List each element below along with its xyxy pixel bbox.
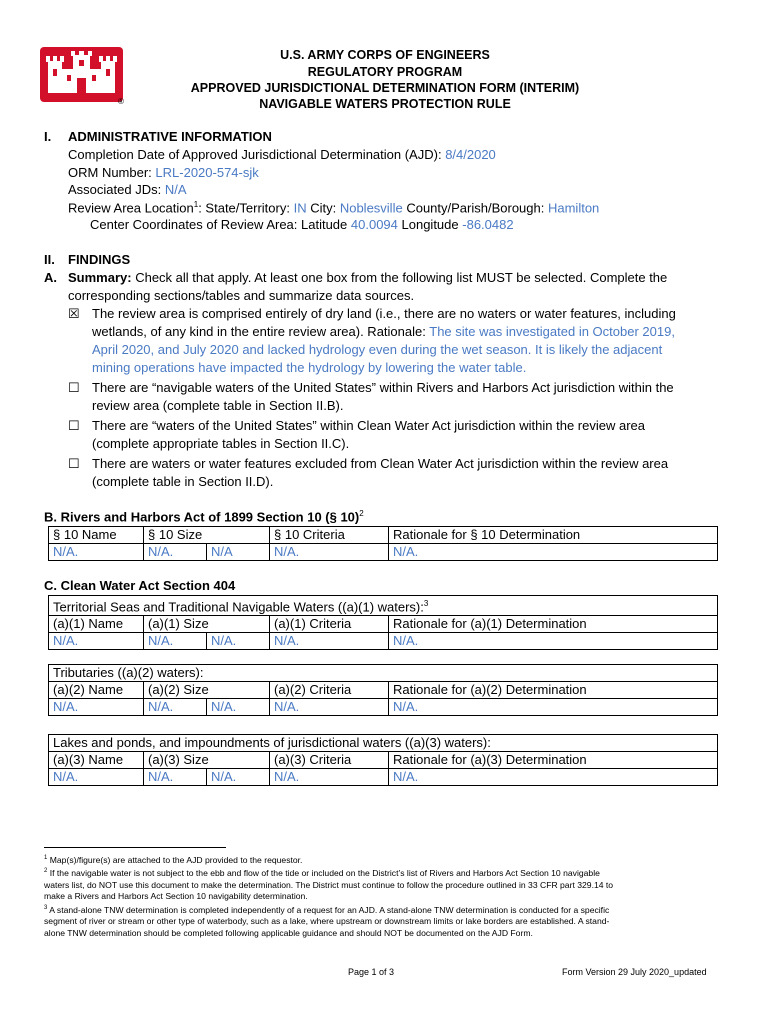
orm-number-value[interactable]: LRL-2020-574-sjk — [155, 165, 259, 180]
section-b-title — [44, 509, 364, 524]
table-header-cell: (a)(3) Name — [49, 752, 144, 769]
table-header-cell: § 10 Size — [144, 527, 270, 544]
footnotes-block — [44, 853, 734, 939]
excluded-checkbox[interactable]: ☐ — [68, 456, 80, 471]
table-cell[interactable]: N/A. — [49, 769, 144, 786]
table-header-cell: § 10 Name — [49, 527, 144, 544]
usace-castle-logo — [40, 47, 123, 102]
summary-text-1: Check all that apply. At least one box from the following list MUST be selected. Complete the — [135, 270, 668, 285]
table-cell[interactable]: N/A. — [144, 544, 207, 561]
section-2-title: FINDINGS — [68, 252, 131, 267]
review-area-label: Review Area Location — [68, 200, 194, 216]
footnote-2 — [44, 866, 734, 879]
a3-waters-table — [48, 734, 718, 786]
table-cell[interactable]: N/A. — [49, 544, 144, 561]
rationale-text-2[interactable]: April 2020, and July 2020 and lacked hydrology even during the wet season. It is likely the adjacent — [92, 342, 663, 357]
table-row — [49, 633, 718, 650]
footnote-3-line-1: A stand-alone TNW determination is completed independently of a request for an AJD. A stand-alone TNW determination is conducted for a specific — [49, 904, 610, 915]
footnote-3-line-2: segment of river or stream or other type of waterbody, such as a lake, where upstream or downstream limits or lake borders are established. A stand- — [44, 916, 610, 927]
footnote-1 — [44, 853, 734, 866]
table-header-row — [49, 682, 718, 699]
table-header-cell: (a)(3) Size — [144, 752, 270, 769]
latitude-value[interactable]: 40.0094 — [350, 217, 398, 232]
table-cell[interactable]: N/A. — [49, 633, 144, 650]
table-cell[interactable]: N/A. — [144, 699, 207, 716]
footnote-3-number: 3 — [44, 904, 48, 911]
castle-icon — [40, 47, 123, 102]
footnote-2-line-1: If the navigable water is not subject to the ebb and flow of the tide or included on the District’s list of Rivers and Harbors Act Section 10 navigable — [49, 868, 600, 879]
rationale-text-3[interactable]: mining operations have impacted the hydrology by lowering the water table. — [92, 360, 527, 375]
table-row — [49, 699, 718, 716]
table-header-cell: Rationale for (a)(2) Determination — [389, 682, 718, 699]
longitude-label: Longitude — [401, 217, 459, 232]
table-header-cell: (a)(1) Name — [49, 616, 144, 633]
table-caption-row — [49, 735, 718, 752]
table-cell[interactable]: N/A. — [389, 544, 718, 561]
table-cell[interactable]: N/A. — [49, 699, 144, 716]
footnote-2-line-3: make a Rivers and Harbors Act Section 10 navigability determination. — [44, 891, 308, 902]
county-label: County/Parish/Borough: — [406, 200, 545, 216]
section-c-title: C. Clean Water Act Section 404 — [44, 578, 236, 593]
option-4-line-2: (complete table in Section II.D). — [92, 474, 274, 489]
table-cell[interactable]: N/A. — [270, 769, 389, 786]
table-header-row — [49, 527, 718, 544]
table-cell[interactable]: N/A. — [389, 699, 718, 716]
table-header-row — [49, 616, 718, 633]
table-header-cell: (a)(2) Size — [144, 682, 270, 699]
state-label: : State/Territory: — [198, 200, 290, 216]
completion-date-value[interactable]: 8/4/2020 — [445, 147, 496, 162]
table-caption-row — [49, 665, 718, 682]
table-cell[interactable]: N/A. — [270, 544, 389, 561]
table-row — [49, 769, 718, 786]
table-cell[interactable]: N/A. — [144, 633, 207, 650]
header-line-3: APPROVED JURISDICTIONAL DETERMINATION FORM (INTERIM) — [190, 81, 580, 95]
table-header-cell: (a)(2) Name — [49, 682, 144, 699]
review-area-row — [68, 200, 599, 215]
table-header-cell: § 10 Criteria — [270, 527, 389, 544]
table-cell[interactable]: N/A. — [207, 769, 270, 786]
option-2-line-1: There are “navigable waters of the United States” within Rivers and Harbors Act jurisdiction within the — [92, 380, 674, 395]
table-header-cell: (a)(2) Criteria — [270, 682, 389, 699]
section-1-number: I. — [44, 129, 52, 144]
orm-number-row — [68, 165, 259, 180]
table-header-cell: Rationale for § 10 Determination — [389, 527, 718, 544]
table-caption-row — [49, 596, 718, 616]
section-b-footnote-ref: 2 — [359, 509, 364, 518]
table-cell[interactable]: N/A. — [270, 699, 389, 716]
option-3-line-1: There are “waters of the United States” within Clean Water Act jurisdiction within the review area — [92, 418, 645, 433]
rationale-text-1[interactable]: The site was investigated in October 2019, — [429, 324, 675, 339]
section-2-number: II. — [44, 252, 55, 267]
footnote-1-number: 1 — [44, 855, 48, 861]
header-line-4: NAVIGABLE WATERS PROTECTION RULE — [259, 97, 511, 111]
rha-checkbox[interactable]: ☐ — [68, 380, 80, 395]
orm-number-label: ORM Number: — [68, 165, 152, 180]
registered-mark: ® — [118, 97, 124, 106]
summary-line-1 — [68, 270, 667, 285]
summary-bold-label: Summary: — [68, 270, 132, 285]
latitude-label: Center Coordinates of Review Area: Latitude — [90, 217, 348, 232]
cwa-checkbox[interactable]: ☐ — [68, 418, 80, 433]
section-1-title: ADMINISTRATIVE INFORMATION — [68, 129, 272, 144]
city-label: City: — [310, 200, 337, 216]
option-1-line-1: The review area is comprised entirely of dry land (i.e., there are no waters or water features, including — [92, 306, 676, 321]
associated-jds-value[interactable]: N/A — [164, 182, 187, 197]
longitude-value[interactable]: -86.0482 — [462, 217, 514, 232]
table-cell[interactable]: N/A. — [144, 769, 207, 786]
header-line-1: U.S. ARMY CORPS OF ENGINEERS — [280, 48, 490, 62]
rationale-label: wetlands, of any kind in the entire review area). Rationale: — [92, 324, 426, 339]
table-header-cell: (a)(1) Size — [144, 616, 270, 633]
footnote-divider — [44, 847, 226, 848]
table-caption: Lakes and ponds, and impoundments of jurisdictional waters ((a)(3) waters): — [49, 735, 718, 752]
footnote-3 — [44, 903, 734, 916]
table-row — [49, 544, 718, 561]
table-header-cell: (a)(1) Criteria — [270, 616, 389, 633]
section-b-title-text: B. Rivers and Harbors Act of 1899 Section 10 (§ 10) — [44, 509, 360, 525]
table-cell[interactable]: N/A. — [207, 699, 270, 716]
section-10-table — [48, 526, 718, 561]
form-version: Form Version 29 July 2020_updated — [562, 967, 707, 977]
review-area-footnote-ref: 1 — [193, 200, 199, 209]
header-line-2: REGULATORY PROGRAM — [307, 65, 463, 79]
completion-date-row — [68, 147, 496, 162]
section-a-label: A. — [44, 270, 57, 285]
footnote-2-number: 2 — [44, 868, 48, 875]
table-cell[interactable]: N/A — [207, 544, 270, 561]
dry-land-checkbox[interactable]: ☒ — [68, 306, 80, 321]
footnote-1-text: Map(s)/figure(s) are attached to the AJD provided to the requestor. — [49, 854, 303, 865]
table-header-row — [49, 752, 718, 769]
table-caption: Tributaries ((a)(2) waters): — [49, 665, 718, 682]
completion-date-label: Completion Date of Approved Jurisdictional Determination (AJD): — [68, 147, 442, 162]
table-header-cell: Rationale for (a)(1) Determination — [389, 616, 718, 633]
summary-line-2: corresponding sections/tables and summarize data sources. — [68, 288, 415, 303]
county-value[interactable]: Hamilton — [547, 200, 600, 216]
a1-footnote-ref: 3 — [423, 599, 429, 608]
footnote-2-line-2: waters list, do NOT use this document to make the determination. The District must continue to follow the procedure outlined in 33 CFR part 329.14 to — [44, 879, 614, 890]
a1-caption-text: Territorial Seas and Traditional Navigable Waters ((a)(1) waters): — [53, 599, 424, 615]
option-4-line-1: There are waters or water features excluded from Clean Water Act jurisdiction within the review area — [92, 456, 669, 471]
city-value[interactable]: Noblesville — [339, 200, 403, 216]
table-cell[interactable]: N/A. — [389, 769, 718, 786]
table-header-cell: (a)(3) Criteria — [270, 752, 389, 769]
associated-jds-row — [68, 182, 187, 197]
option-2-line-2: review area (complete table in Section II.B). — [92, 398, 344, 413]
state-value[interactable]: IN — [293, 200, 307, 216]
table-caption — [49, 596, 718, 616]
option-3-line-2: (complete appropriate tables in Section II.C). — [92, 436, 350, 451]
footnote-3-line-3: alone TNW determination should be completed following applicable guidance and should NOT be documented on the AJD Form. — [44, 927, 533, 938]
center-coordinates-row — [90, 217, 514, 232]
option-1-line-2 — [92, 324, 675, 339]
table-header-cell: Rationale for (a)(3) Determination — [389, 752, 718, 769]
associated-jds-label: Associated JDs: — [68, 182, 162, 197]
table-cell[interactable]: N/A. — [207, 633, 270, 650]
a2-waters-table — [48, 664, 718, 716]
a1-waters-table — [48, 595, 718, 650]
page-number: Page 1 of 3 — [348, 967, 395, 977]
table-cell[interactable]: N/A. — [270, 633, 389, 650]
table-cell[interactable]: N/A. — [389, 633, 718, 650]
